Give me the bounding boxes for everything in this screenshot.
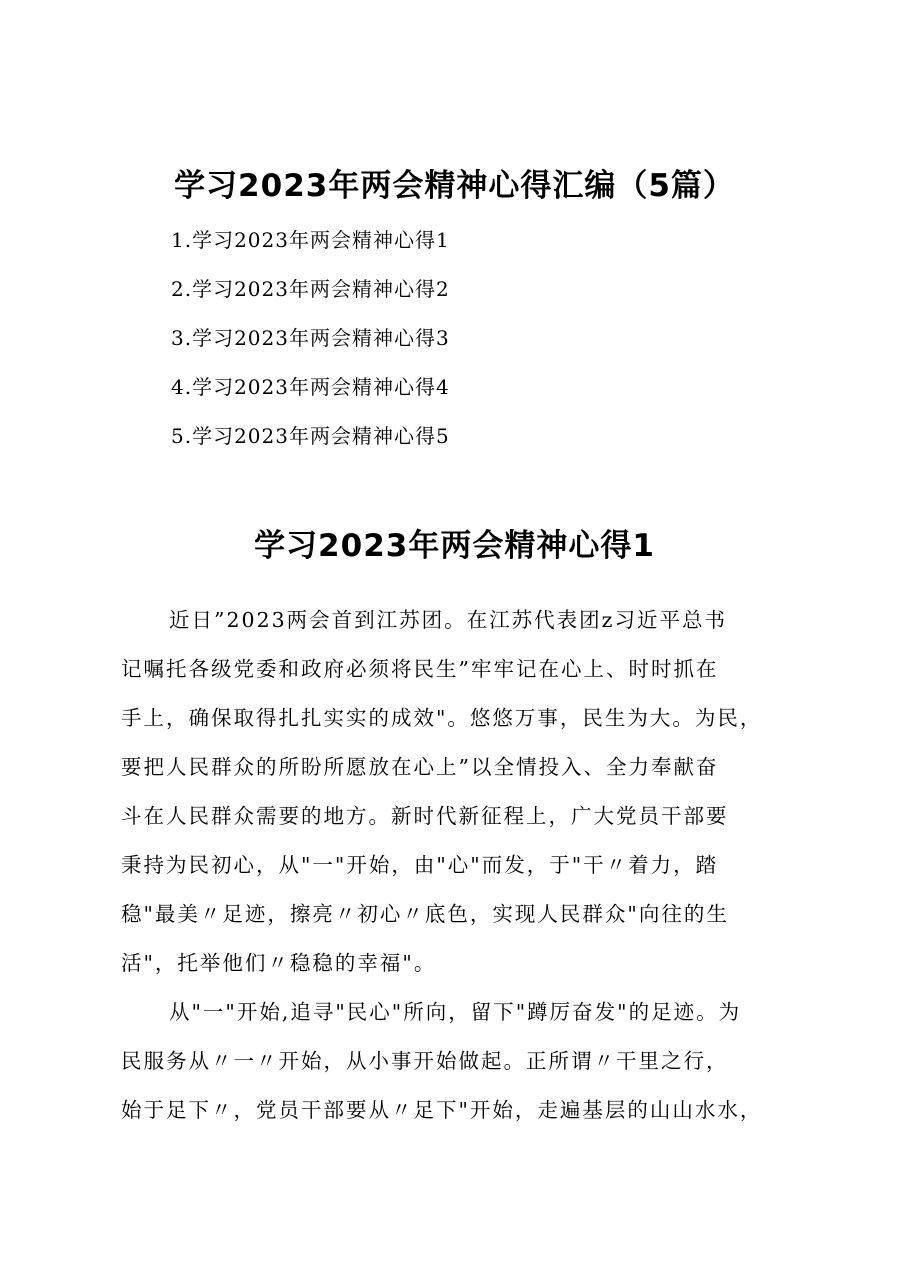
paragraph-line: 要把人民群众的所盼所愿放在心上”以全情投入、全力奉献奋 (121, 755, 719, 779)
table-of-contents (171, 224, 450, 469)
toc-item: 5.学习2023年两会精神心得5 (171, 424, 450, 448)
toc-item: 1.学习2023年两会精神心得1 (171, 228, 450, 252)
paragraph-line: 民服务从〃一〃开始，从小事开始做起。正所谓〃干里之行， (121, 1049, 729, 1073)
paragraph-line: 从"一"开始,追寻"民心"所向，留下"蹲厉奋发"的足迹。为 (169, 1000, 742, 1024)
paragraph-line: 秉持为民初心，从"一"开始，由"心"而发，于"干〃着力，踏 (121, 853, 719, 877)
paragraph (121, 596, 811, 988)
paragraph-line: 斗在人民群众需要的地方。新时代新征程上，广大党员干部要 (121, 804, 729, 828)
paragraph-line: 活"，托举他们〃稳稳的幸福"。 (121, 951, 437, 975)
toc-item: 2.学习2023年两会精神心得2 (171, 277, 450, 301)
paragraph (121, 988, 811, 1135)
paragraph-line: 稳"最美〃足迹，擦亮〃初心〃底色，实现人民群众"向往的生 (121, 902, 729, 926)
paragraph-line: 近日”2023两会首到江苏团。在江苏代表团z习近平总书 (169, 608, 727, 632)
section-title: 学习2023年两会精神心得1 (254, 528, 655, 564)
toc-item: 4.学习2023年两会精神心得4 (171, 375, 450, 399)
toc-item: 3.学习2023年两会精神心得3 (171, 326, 450, 350)
paragraph-line: 手上，确保取得扎扎实实的成效"。悠悠万事，民生为大。为民， (121, 706, 763, 730)
document-title: 学习2023年两会精神心得汇编（5篇） (174, 168, 735, 204)
paragraph-line: 记嘱托各级党委和政府必须将民生”牢牢记在心上、时时抓在 (121, 657, 719, 681)
section-body (121, 596, 811, 1135)
paragraph-line: 始于足下〃，党员干部要从〃足下"开始，走遍基层的山山水水， (121, 1098, 763, 1122)
